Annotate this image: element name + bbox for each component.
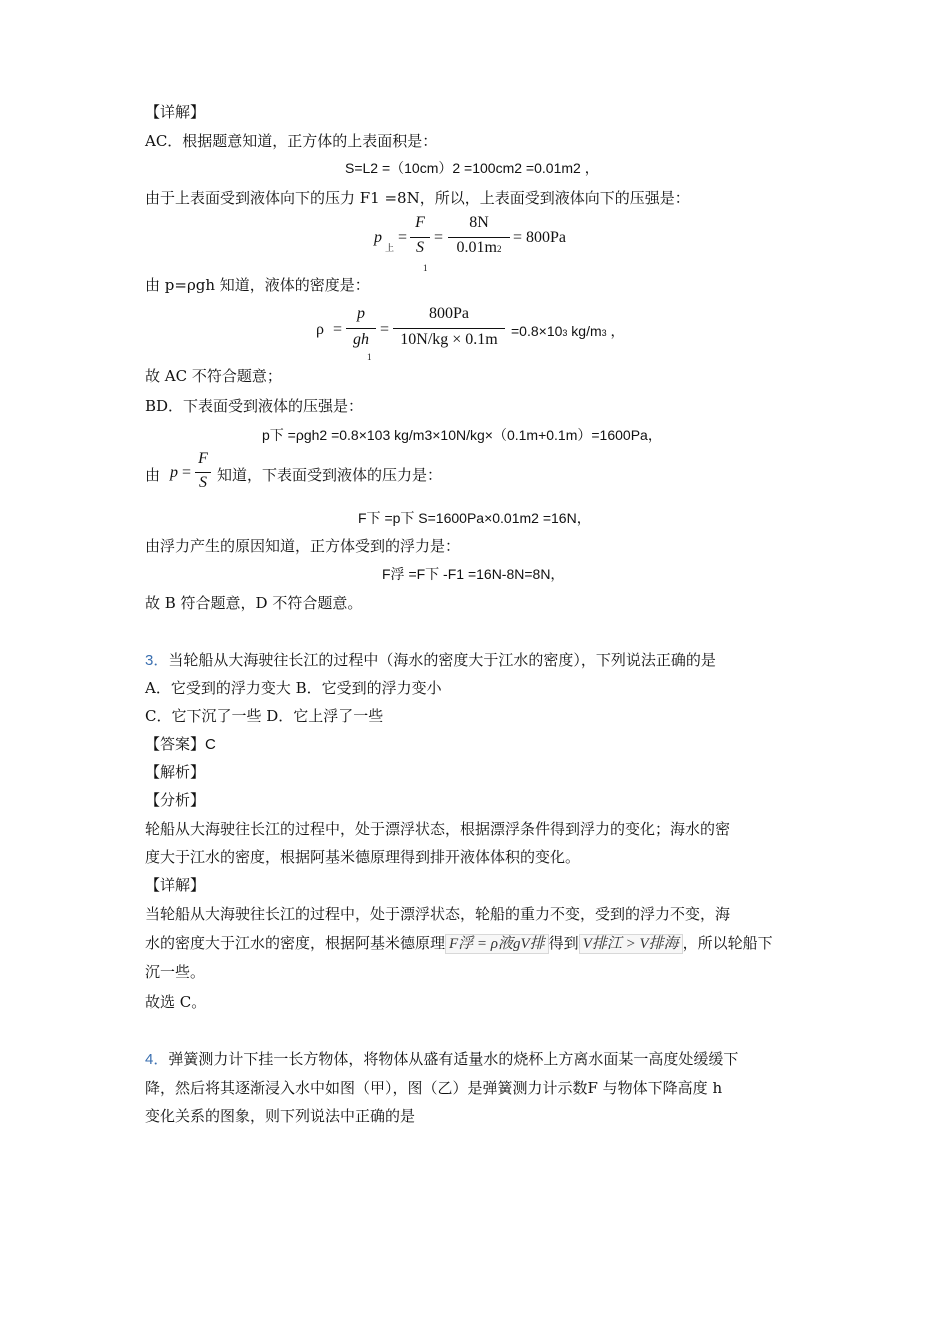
rho-text: 由 p=ρgh 知道，液体的密度是：: [145, 276, 370, 294]
question-4-line-2: 降，然后将其逐渐浸入水中如图（甲），图（乙）是弹簧测力计示数F 与物体下降高度 h: [145, 1079, 723, 1097]
detail-line-1: 当轮船从大海驶往长江的过程中，处于漂浮状态，轮船的重力不变，受到的浮力不变，海: [145, 905, 731, 923]
options-cd: C．它下沉了一些 D．它上浮了一些: [145, 707, 384, 725]
analysis-line-1: 轮船从大海驶往长江的过程中，处于漂浮状态，根据漂浮条件得到浮力的变化；海水的密: [145, 820, 731, 838]
equation-f-bottom: F下 =p下 S=1600Pa×0.01m2 =16N，: [358, 510, 591, 526]
bd-intro: BD．下表面受到液体的压强是：: [145, 397, 364, 415]
equation-area: S=L2 =（10cm）2 =100cm2 =0.01m2 ，: [345, 160, 599, 176]
detail-line-2: 水的密度大于江水的密度，根据阿基米德原理 F浮 = ρ液gV排 得到 V排江 > V排海 ，所以轮船下: [145, 934, 773, 952]
question-4-line-1: 4．弹簧测力计下挂一长方物体，将物体从盛有适量水的烧杯上方离水面某一高度处缓缓下: [145, 1050, 739, 1068]
ac-conclusion: 故 AC 不符合题意；: [145, 367, 282, 385]
options-ab: A．它受到的浮力变大 B．它受到的浮力变小: [145, 679, 442, 697]
detail-heading-q3: 【详解】: [145, 876, 206, 894]
fenxi-heading: 【分析】: [145, 791, 206, 809]
equation-f-buoy: F浮 =F下 -F1 =16N-8N=8N，: [382, 566, 565, 582]
pressure-force-text: 由于上表面受到液体向下的压力 F1 =8N，所以，上表面受到液体向下的压强是：: [145, 189, 690, 207]
formula-image-volume: V排江 > V排海: [579, 934, 683, 954]
jiexi-heading: 【解析】: [145, 763, 206, 781]
analysis-line-2: 度大于江水的密度，根据阿基米德原理得到排开液体体积的变化。: [145, 848, 581, 866]
formula-image-archimedes: F浮 = ρ液gV排: [445, 934, 549, 954]
question-4-line-3: 变化关系的图象，则下列说法中正确的是: [145, 1107, 416, 1125]
b-conclusion: 故 B 符合题意，D 不符合题意。: [145, 594, 363, 612]
detail-line-3: 沉一些。: [145, 963, 206, 981]
ac-intro: AC．根据题意知道，正方体的上表面积是：: [145, 132, 438, 150]
detail-heading: 【详解】: [145, 103, 206, 121]
choose-answer: 故选 C。: [145, 993, 207, 1011]
buoyancy-text: 由浮力产生的原因知道，正方体受到的浮力是：: [145, 537, 461, 555]
question-3-stem: 3．当轮船从大海驶往长江的过程中（海水的密度大于江水的密度），下列说法正确的是: [145, 651, 716, 669]
equation-p-bottom: p下 =ρgh2 =0.8×103 kg/m3×10N/kg×（0.1m+0.1m）=1600Pa，: [262, 427, 662, 443]
question-number: 4．: [145, 1051, 169, 1068]
question-number: 3．: [145, 652, 169, 669]
answer: 【答案】C: [145, 735, 216, 753]
